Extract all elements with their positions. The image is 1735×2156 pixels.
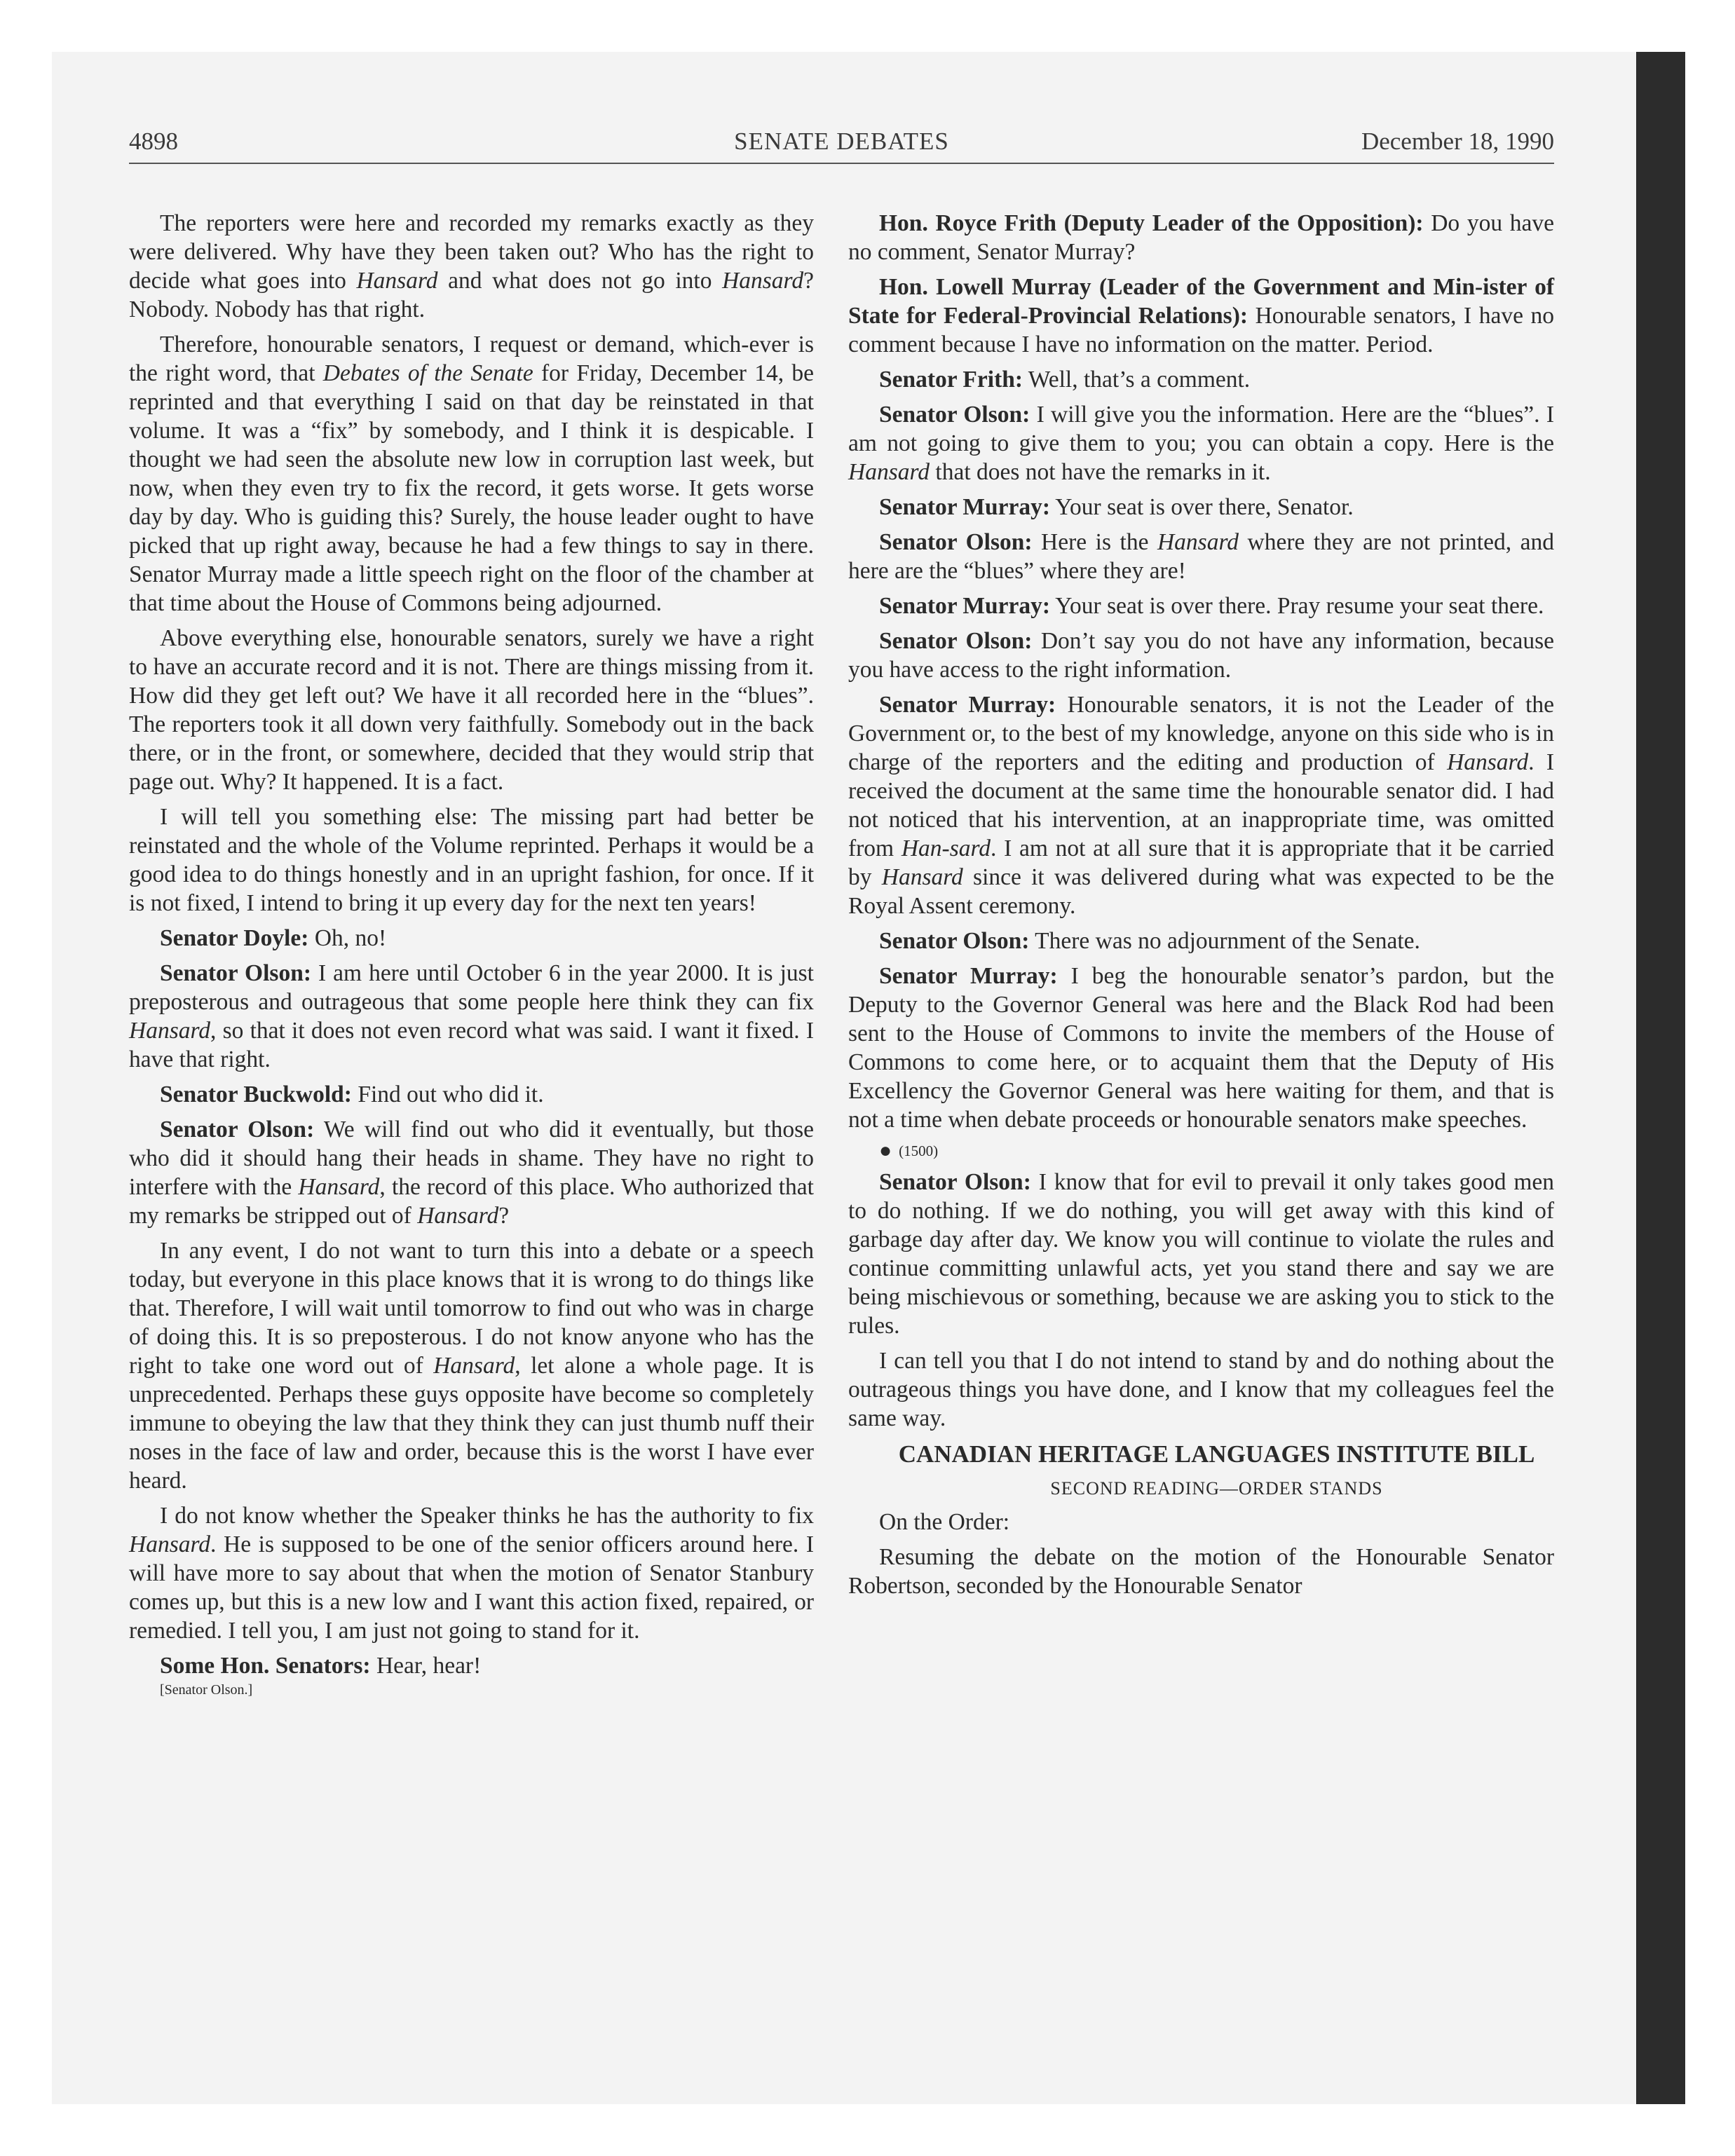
speaker-name: Senator Olson: — [879, 1169, 1031, 1195]
page-title: SENATE DEBATES — [734, 128, 949, 155]
speech: Hon. Lowell Murray (Leader of the Government and Min-ister of State for Federal-Provincial Relations): Honourable senators, I have no comment because I have no information on the matter. Period. — [848, 274, 1555, 357]
speaker-name: Hon. Royce Frith (Deputy Leader of the Opposition): — [879, 210, 1424, 236]
speech: Hon. Royce Frith (Deputy Leader of the Opposition): Do you have no comment, Senator Murray? — [848, 210, 1554, 265]
speaker-name: Some Hon. Senators: — [160, 1653, 371, 1679]
speaker-name: Senator Olson: — [879, 529, 1033, 555]
speech: Senator Olson: I will give you the information. Here are the “blues”. I am not going to give them to you; you can obtain a copy. Here is the Hansard that does not have the remarks in it. — [848, 402, 1554, 485]
speech: Senator Olson: I am here until October 6 in the year 2000. It is just preposterous and outrageous that some people here think they can fix Hansard, so that it does not even record what was said. I want it fixed. I have that right. — [129, 960, 814, 1072]
speaker-name: Senator Murray: — [879, 963, 1058, 989]
page-date: December 18, 1990 — [1361, 128, 1554, 155]
speech: Senator Olson: There was no adjournment of the Senate. — [879, 928, 1420, 954]
speaker-name: Senator Murray: — [879, 593, 1051, 619]
paragraph: I do not know whether the Speaker thinks he has the authority to fix Hansard. He is supposed to be one of the senior officers around here. I will have more to say about that when the motion of Senator Stanbury comes up, but this is a new low and I want this action fixed, repaired, or remedied. I tell you, I am just not going to stand for it. — [129, 1503, 814, 1644]
page-number: 4898 — [129, 128, 178, 155]
section-heading: CANADIAN HERITAGE LANGUAGES INSTITUTE BILL — [898, 1440, 1535, 1468]
paragraph: The reporters were here and recorded my remarks exactly as they were delivered. Why have they been taken out? Who has the right to decide what goes into Hansard and what does not go into Hansard? Nobody. Nobody has that right. — [129, 210, 814, 322]
speech: Senator Murray: I beg the honourable senator’s pardon, but the Deputy to the Governor General was here and the Black Rod had been sent to the House of Commons to invite the members of the House of Commons to come here, or to acquaint them that the Deputy of His Excellency the Governor General was here waiting for them, and that is not a time when debate proceeds or honourable senators make speeches. — [848, 963, 1554, 1133]
speech: Senator Doyle: Oh, no! — [160, 925, 387, 951]
speaker-name: Senator Olson: — [879, 402, 1030, 428]
speaker-name: Senator Olson: — [160, 1117, 315, 1142]
speaker-name: Senator Frith: — [879, 367, 1023, 393]
speech: Senator Murray: Honourable senators, it is not the Leader of the Government or, to the best of my knowledge, anyone on this side who is in charge of the reporters and the editing and production of Hansard. I received the document at the same time the honourable senator did. I had not noticed that his intervention, at an inappropriate time, was omitted from Han-sard. I am not at all sure that it is appropriate that it be carried by Hansard since it was delivered during what was expected to be the Royal Assent ceremony. — [848, 692, 1555, 919]
time-marker: ● (1500) — [879, 1139, 939, 1162]
speech: Senator Olson: We will find out who did it eventually, but those who did it should hang their heads in shame. They have no right to interfere with the Hansard, the record of this place. Who authorized that my remarks be stripped out of Hansard? — [129, 1117, 814, 1229]
paragraph: Above everything else, honourable senators, surely we have a right to have an accurate record and it is not. There are things missing from it. How did they get left out? We have it all recorded here in the “blues”. The reporters took it all down very faithfully. Somebody out in the back there, or in the front, or somewhere, decided that they would strip that page out. Why? It happened. It is a fact. — [129, 625, 814, 795]
speech: Senator Buckwold: Find out who did it. — [160, 1082, 544, 1107]
right-column — [848, 209, 1554, 1606]
header-rule — [129, 163, 1554, 164]
speaker-name: Hon. Lowell Murray (Leader of the Government and Min-ister of State for Federal-Provincial Relations): — [848, 274, 1554, 329]
left-column — [129, 209, 814, 1706]
section-subheading: SECOND READING—ORDER STANDS — [1050, 1478, 1383, 1499]
speaker-name: Senator Olson: — [879, 928, 1030, 954]
paragraph: Therefore, honourable senators, I request or demand, which-ever is the right word, that Debates of the Senate for Friday, December 14, be reprinted and that everything I said on that day be reinstated in that volume. It was a “fix” by somebody, and I think it is despicable. I thought we had seen the absolute new low in corruption last week, but now, when they even try to fix the record, it gets worse. It gets worse day by day. Who is guiding this? Surely, the house leader ought to have picked that up right away, because he had a few things to say in there. Senator Murray made a little speech right on the floor of the chamber at that time about the House of Commons being adjourned. — [129, 332, 814, 616]
paragraph: I will tell you something else: The missing part had better be reinstated and the whole of the Volume reprinted. Perhaps it would be a good idea to do things honestly and in an upright fashion, for once. If it is not fixed, I intend to bring it up every day for the next ten years! — [129, 804, 814, 916]
speech: Senator Olson: Here is the Hansard where they are not printed, and here are the “blues” where they are! — [848, 529, 1554, 584]
speech: Senator Frith: Well, that’s a comment. — [879, 367, 1251, 393]
speaker-name: Senator Buckwold: — [160, 1082, 352, 1107]
speaker-name: Senator Murray: — [879, 692, 1056, 718]
paragraph: I can tell you that I do not intend to stand by and do nothing about the outrageous things you have done, and I know that my colleagues feel the same way. — [848, 1348, 1554, 1431]
order-label: On the Order: — [879, 1509, 1010, 1535]
speech: Senator Murray: Your seat is over there, Senator. — [879, 494, 1354, 520]
speaker-name: Senator Doyle: — [160, 925, 309, 951]
order-text: Resuming the debate on the motion of the Honourable Senator Robertson, seconded by the Honourable Senator — [848, 1544, 1554, 1599]
speaker-name: Senator Murray: — [879, 494, 1051, 520]
scan-binding-edge — [1636, 52, 1685, 2104]
speech: Senator Olson: I know that for evil to prevail it only takes good men to do nothing. If we do nothing, you will get away with this kind of garbage day after day. We know you will continue to violate the rules and continue committing unlawful acts, yet you stand there and say we are being mischievous or something, because we are asking you to stick to the rules. — [848, 1169, 1555, 1339]
speaker-name: Senator Olson: — [160, 960, 311, 986]
speaker-name: Senator Olson: — [879, 628, 1033, 654]
footer-note: [Senator Olson.] — [160, 1682, 253, 1698]
page-header — [129, 128, 1554, 164]
speech: Some Hon. Senators: Hear, hear! — [160, 1653, 482, 1679]
paragraph: In any event, I do not want to turn this into a debate or a speech today, but everyone in this place knows that it is wrong to do things like that. Therefore, I will wait until tomorrow to find out who was in charge of doing this. It is so preposterous. I do not know anyone who has the right to take one word out of Hansard, let alone a whole page. It is unprecedented. Perhaps these guys opposite have become so completely immune to obeying the law that they think they can just thumb nuff their noses in the face of law and order, because this is the worst I have ever heard. — [129, 1238, 814, 1494]
speech: Senator Olson: Don’t say you do not have any information, because you have access to the right information. — [848, 628, 1554, 683]
speech: Senator Murray: Your seat is over there. Pray resume your seat there. — [879, 593, 1544, 619]
bullet-icon: ● — [879, 1139, 892, 1162]
